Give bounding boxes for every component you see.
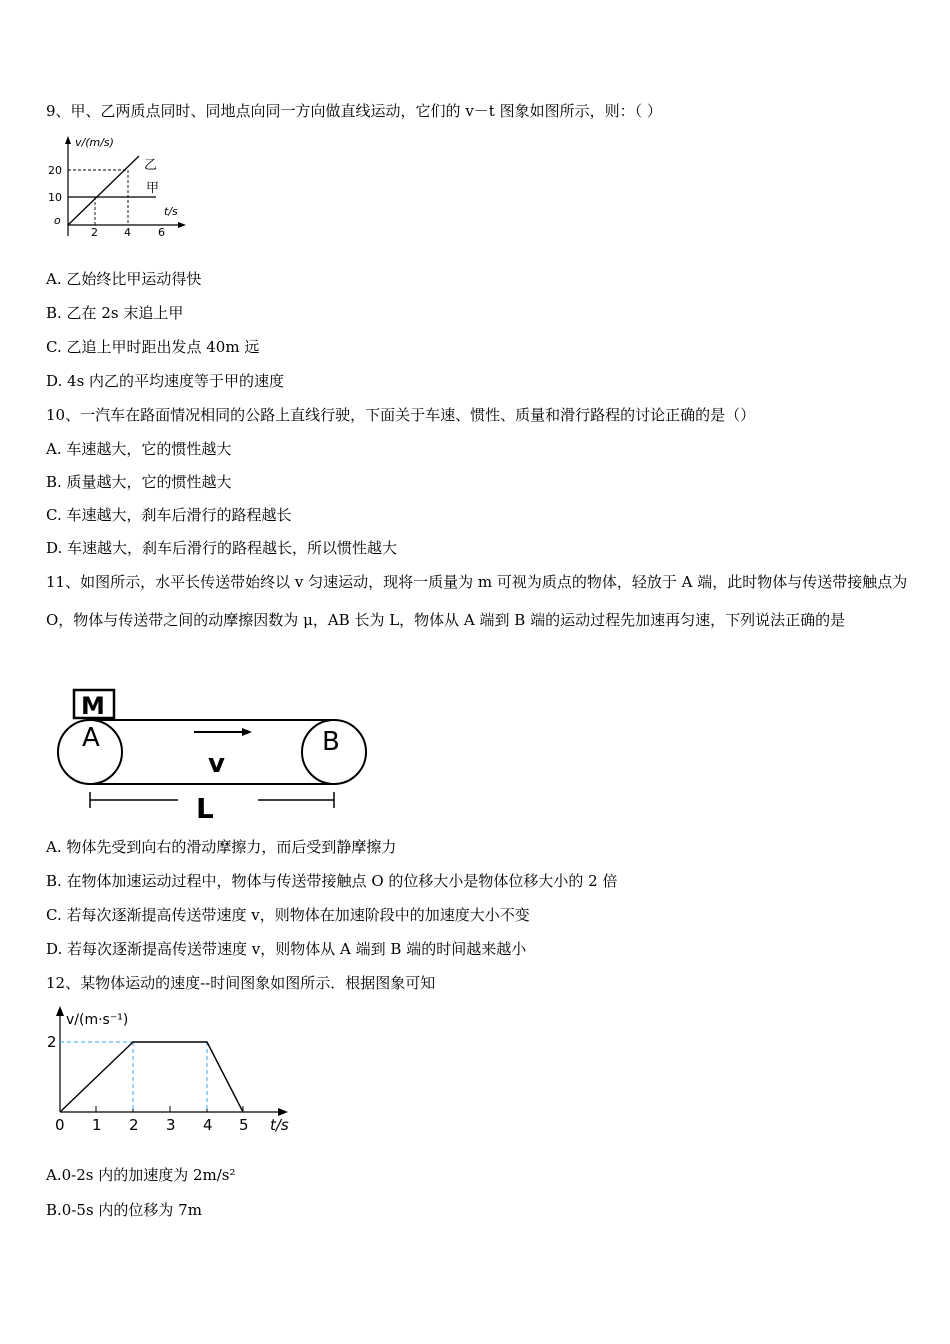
- q9-x-label: t/s: [164, 205, 178, 218]
- q12-stem: 12、某物体运动的速度--时间图象如图所示．根据图象可知: [46, 974, 436, 992]
- q10-option-b: B. 质量越大，它的惯性越大: [46, 473, 232, 491]
- q12-x-tick-2: 2: [129, 1116, 139, 1134]
- q9-series-jia-label: 甲: [146, 181, 160, 196]
- q9-y-tick-20: 20: [48, 164, 62, 177]
- q11-wheel-b-label: B: [322, 727, 340, 757]
- q12-y-arrow: [56, 1006, 64, 1016]
- q10-option-c: C. 车速越大，刹车后滑行的路程越长: [46, 506, 292, 524]
- q10-option-d: D. 车速越大，刹车后滑行的路程越长，所以惯性越大: [46, 539, 398, 557]
- q11-conveyor-figure: [52, 688, 372, 824]
- q12-series-v: [60, 1042, 243, 1112]
- q9-y-label: v/(m/s): [75, 136, 114, 149]
- q9-series-yi-label: 乙: [144, 158, 158, 173]
- q9-vt-graph: [44, 132, 204, 244]
- q11-option-a: A. 物体先受到向右的滑动摩擦力，而后受到静摩擦力: [46, 838, 397, 856]
- q9-option-a: A. 乙始终比甲运动得快: [46, 270, 202, 288]
- q12-x-tick-1: 1: [92, 1116, 102, 1134]
- q12-x-tick-5: 5: [239, 1116, 249, 1134]
- q11-velocity-arrowhead: [242, 728, 252, 736]
- q12-x-tick-4: 4: [203, 1116, 213, 1134]
- q10-stem: 10、一汽车在路面情况相同的公路上直线行驶，下面关于车速、惯性、质量和滑行路程的讨论正确的是（）: [46, 406, 756, 424]
- q12-x-tick-0: 0: [55, 1116, 65, 1134]
- q9-y-arrow: [65, 136, 71, 144]
- q11-velocity-label: v: [208, 749, 225, 779]
- q9-x-tick-2: 2: [91, 226, 98, 239]
- q9-x-arrow: [178, 222, 186, 228]
- q12-x-arrow: [278, 1108, 288, 1116]
- q12-option-b: B.0-5s 内的位移为 7m: [46, 1201, 202, 1219]
- q12-x-label: t/s: [270, 1116, 289, 1134]
- q9-option-c: C. 乙追上甲时距出发点 40m 远: [46, 338, 260, 356]
- q10-option-a: A. 车速越大，它的惯性越大: [46, 440, 232, 458]
- q9-x-tick-6: 6: [158, 226, 165, 239]
- q11-option-d: D. 若每次逐渐提高传送带速度 v，则物体从 A 端到 B 端的时间越来越小: [46, 940, 527, 958]
- q12-y-label: v/(m·s⁻¹): [66, 1012, 129, 1028]
- q11-stem: 11、如图所示，水平长传送带始终以 v 匀速运动，现将一质量为 m 可视为质点的物体，轻放于 A 端，此时物体与传送带接触点为 O，物体与传送带之间的动摩擦因数为 μ，AB 长为 L，物体从 A 端到 B 端的运动过程先加速再匀速，下列说法正确的是: [46, 573, 908, 629]
- q9-origin: o: [54, 214, 61, 227]
- q11-option-b: B. 在物体加速运动过程中，物体与传送带接触点 O 的位移大小是物体位移大小的 2 倍: [46, 872, 618, 890]
- q11-option-c: C. 若每次逐渐提高传送带速度 v，则物体在加速阶段中的加速度大小不变: [46, 906, 530, 924]
- q9-y-tick-10: 10: [48, 191, 62, 204]
- q11-wheel-a-label: A: [82, 723, 100, 753]
- q12-vt-graph: [44, 1002, 296, 1142]
- q12-x-tick-3: 3: [166, 1116, 176, 1134]
- q12-option-a: A.0-2s 内的加速度为 2m/s²: [46, 1166, 236, 1184]
- q9-option-d: D. 4s 内乙的平均速度等于甲的速度: [46, 372, 285, 390]
- q11-block-label: M: [81, 692, 105, 720]
- q9-option-b: B. 乙在 2s 末追上甲: [46, 304, 184, 322]
- q9-x-tick-4: 4: [124, 226, 131, 239]
- q9-stem: 9、甲、乙两质点同时、同地点向同一方向做直线运动，它们的 v－t 图象如图所示，则：（ ）: [46, 102, 662, 120]
- q12-y-tick-2: 2: [47, 1033, 57, 1051]
- q11-length-label: L: [196, 792, 214, 824]
